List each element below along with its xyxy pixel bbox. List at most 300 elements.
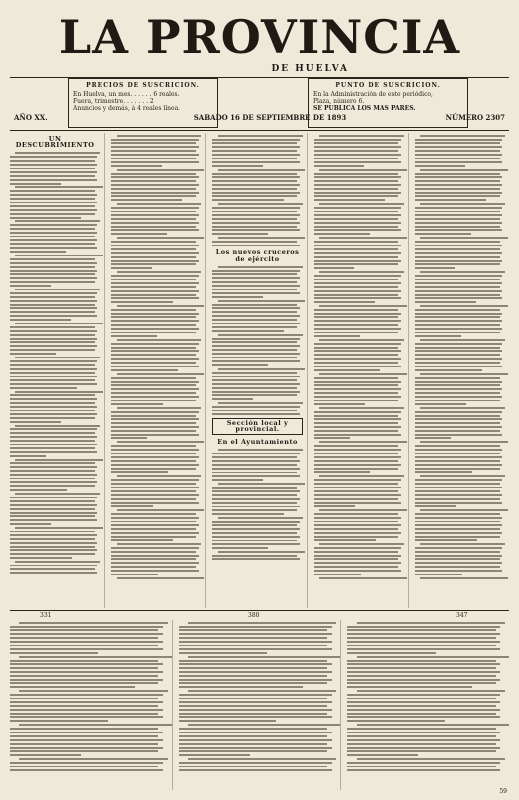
text-line xyxy=(10,440,95,442)
text-line xyxy=(415,532,502,534)
text-line xyxy=(111,400,196,402)
text-line xyxy=(179,701,332,703)
text-line xyxy=(314,536,399,538)
text-line xyxy=(314,521,399,523)
text-line xyxy=(415,207,502,209)
text-line xyxy=(212,161,299,163)
text-line xyxy=(15,186,102,188)
info-rule xyxy=(10,130,509,131)
text-line xyxy=(415,328,502,330)
text-line xyxy=(212,226,297,228)
text-line xyxy=(10,557,72,559)
text-line xyxy=(314,282,401,284)
text-line xyxy=(111,297,198,299)
feuilleton-column-1 xyxy=(10,620,173,790)
text-line xyxy=(179,694,332,696)
text-line xyxy=(111,555,198,557)
text-line xyxy=(415,411,502,413)
text-line xyxy=(347,709,500,711)
text-line xyxy=(415,498,500,500)
text-line xyxy=(314,241,399,243)
text-line xyxy=(218,300,305,302)
text-line xyxy=(111,218,196,220)
text-line xyxy=(111,384,196,386)
text-line xyxy=(415,460,500,462)
text-line xyxy=(347,739,500,741)
text-line xyxy=(10,739,163,741)
text-line xyxy=(10,239,97,241)
text-line xyxy=(314,570,401,572)
text-line xyxy=(188,724,341,726)
text-line xyxy=(212,394,297,396)
text-line xyxy=(10,432,95,434)
text-line xyxy=(420,135,505,137)
text-line xyxy=(212,173,297,175)
text-line xyxy=(179,663,332,665)
text-line xyxy=(212,146,299,148)
text-line xyxy=(319,305,406,307)
text-line xyxy=(10,531,95,533)
text-line xyxy=(420,543,505,545)
text-line xyxy=(10,368,97,370)
text-line xyxy=(10,360,97,362)
text-line xyxy=(212,330,283,332)
text-line xyxy=(212,536,299,538)
text-line xyxy=(415,354,500,356)
text-line xyxy=(314,286,399,288)
text-line xyxy=(111,574,158,576)
text-line xyxy=(10,247,97,249)
text-line xyxy=(111,494,198,496)
text-line xyxy=(347,743,495,745)
text-line xyxy=(111,252,198,254)
text-line xyxy=(314,547,401,549)
text-line xyxy=(10,474,97,476)
text-line xyxy=(314,332,399,334)
text-line xyxy=(212,410,297,412)
text-line xyxy=(111,403,162,405)
text-line xyxy=(212,494,297,496)
text-line xyxy=(15,357,100,359)
text-line xyxy=(111,195,196,197)
text-line xyxy=(212,296,263,298)
text-line xyxy=(10,519,97,521)
text-line xyxy=(179,679,332,681)
text-line xyxy=(10,285,51,287)
text-line xyxy=(415,524,502,526)
text-line xyxy=(314,502,401,504)
text-line xyxy=(314,396,401,398)
text-line xyxy=(415,245,502,247)
text-line xyxy=(10,679,163,681)
text-line xyxy=(10,311,95,313)
text-line xyxy=(117,271,202,273)
text-line xyxy=(212,192,299,194)
text-line xyxy=(179,682,327,684)
text-line xyxy=(347,652,435,654)
text-line xyxy=(10,769,163,771)
text-line xyxy=(179,754,250,756)
text-line xyxy=(314,524,401,526)
text-line xyxy=(111,528,196,530)
text-line xyxy=(212,165,263,167)
text-line xyxy=(212,468,299,470)
text-line xyxy=(415,347,500,349)
text-line xyxy=(10,713,158,715)
column-4 xyxy=(314,133,409,608)
text-line xyxy=(314,222,401,224)
text-line xyxy=(10,705,158,707)
text-line xyxy=(10,732,163,734)
text-line xyxy=(10,667,158,669)
text-line xyxy=(188,656,341,658)
text-line xyxy=(111,422,196,424)
text-line xyxy=(347,769,500,771)
text-line xyxy=(10,190,95,192)
text-line xyxy=(10,224,97,226)
text-line xyxy=(212,345,299,347)
text-line xyxy=(212,245,299,247)
text-line xyxy=(15,255,102,257)
text-line xyxy=(415,158,500,160)
text-line xyxy=(10,428,97,430)
text-line xyxy=(347,735,495,737)
article-title: En el Ayuntamiento xyxy=(217,437,298,446)
text-line xyxy=(10,258,95,260)
text-line xyxy=(415,490,500,492)
text-line xyxy=(212,540,297,542)
text-line xyxy=(111,483,196,485)
section-title: Sección local y provincial. xyxy=(212,418,302,434)
text-line xyxy=(347,679,500,681)
text-line xyxy=(415,241,500,243)
text-line xyxy=(415,192,502,194)
text-line xyxy=(179,626,332,628)
text-line xyxy=(347,732,500,734)
text-line xyxy=(420,407,505,409)
text-line xyxy=(212,364,268,366)
text-line xyxy=(111,464,198,466)
text-line xyxy=(415,392,500,394)
text-line xyxy=(111,150,196,152)
text-line xyxy=(10,353,56,355)
text-line xyxy=(212,338,299,340)
text-line xyxy=(212,319,297,321)
text-line xyxy=(415,437,451,439)
text-line xyxy=(212,383,299,385)
text-line xyxy=(10,413,97,415)
text-line xyxy=(10,645,158,647)
text-line xyxy=(10,379,95,381)
text-line xyxy=(415,388,502,390)
text-line xyxy=(218,483,305,485)
text-line xyxy=(314,555,401,557)
text-line xyxy=(10,372,95,374)
text-line xyxy=(10,417,95,419)
text-line xyxy=(179,739,332,741)
text-line xyxy=(111,456,198,458)
text-line xyxy=(212,487,297,489)
text-line xyxy=(415,199,486,201)
text-line xyxy=(314,347,399,349)
text-line xyxy=(117,407,202,409)
text-line xyxy=(111,517,198,519)
text-line xyxy=(15,289,100,291)
text-line xyxy=(179,671,332,673)
text-line xyxy=(212,214,299,216)
text-line xyxy=(10,300,97,302)
text-line xyxy=(314,566,399,568)
text-line xyxy=(117,339,202,341)
text-line xyxy=(10,549,97,551)
feuilleton-columns xyxy=(10,620,509,790)
text-line xyxy=(218,551,305,553)
text-line xyxy=(420,577,507,579)
text-line xyxy=(10,228,95,230)
text-line xyxy=(314,377,399,379)
text-line xyxy=(179,720,277,722)
text-line xyxy=(319,339,404,341)
text-line xyxy=(218,169,305,171)
text-line xyxy=(314,320,401,322)
text-line xyxy=(212,323,299,325)
text-line xyxy=(10,436,97,438)
text-line xyxy=(415,297,502,299)
text-line xyxy=(420,509,507,511)
text-line xyxy=(314,456,401,458)
text-line xyxy=(179,698,327,700)
text-line xyxy=(314,165,365,167)
text-line xyxy=(314,309,399,311)
text-line xyxy=(415,350,502,352)
text-line xyxy=(10,319,71,321)
text-block xyxy=(212,449,302,561)
text-line xyxy=(111,366,198,368)
page-number-center: 380 xyxy=(248,612,260,619)
text-line xyxy=(111,377,196,379)
text-line xyxy=(415,275,502,277)
text-line xyxy=(415,218,500,220)
text-line xyxy=(415,487,502,489)
text-line xyxy=(415,521,500,523)
text-line xyxy=(314,256,399,258)
text-line xyxy=(111,286,196,288)
text-line xyxy=(415,256,500,258)
text-line xyxy=(179,660,327,662)
text-line xyxy=(10,626,163,628)
text-line xyxy=(111,180,196,182)
text-line xyxy=(314,479,401,481)
text-line xyxy=(415,449,502,451)
text-line xyxy=(10,735,158,737)
text-line xyxy=(415,184,502,186)
text-line xyxy=(111,437,147,439)
text-line xyxy=(212,241,297,243)
text-line xyxy=(179,686,304,688)
text-line xyxy=(10,217,81,219)
text-line xyxy=(347,701,500,703)
text-line xyxy=(314,275,401,277)
text-line xyxy=(10,270,97,272)
text-block xyxy=(212,135,302,247)
text-line xyxy=(111,347,196,349)
text-line xyxy=(10,307,97,309)
text-line xyxy=(212,506,299,508)
text-line xyxy=(111,498,196,500)
text-line xyxy=(218,449,303,451)
text-line xyxy=(415,366,502,368)
text-line xyxy=(10,750,158,752)
text-line xyxy=(415,263,500,265)
text-line xyxy=(10,542,97,544)
text-line xyxy=(111,396,198,398)
text-line xyxy=(415,456,502,458)
text-line xyxy=(212,289,297,291)
text-line xyxy=(347,754,418,756)
text-line xyxy=(212,498,299,500)
text-line xyxy=(415,161,502,163)
text-line xyxy=(314,505,355,507)
text-line xyxy=(347,747,500,749)
text-line xyxy=(117,475,202,477)
text-line xyxy=(314,139,401,141)
text-line xyxy=(212,195,297,197)
text-line xyxy=(111,449,198,451)
text-line xyxy=(415,445,500,447)
text-line xyxy=(111,165,162,167)
text-line xyxy=(212,513,283,515)
text-line xyxy=(212,270,299,272)
text-line xyxy=(10,523,51,525)
text-line xyxy=(212,158,297,160)
text-line xyxy=(415,434,502,436)
text-line xyxy=(319,407,404,409)
text-line xyxy=(212,207,299,209)
punto-line: SE PUBLICA LOS MAS PARES. xyxy=(313,105,416,112)
text-line xyxy=(10,394,95,396)
punto-line: Plaza, número 6. xyxy=(313,98,365,105)
text-line xyxy=(10,716,163,718)
text-line xyxy=(111,362,196,364)
text-line xyxy=(10,553,95,555)
text-line xyxy=(10,183,61,185)
footer-number: 59 xyxy=(499,788,507,795)
text-line xyxy=(420,237,507,239)
text-line xyxy=(357,690,505,692)
text-line xyxy=(111,570,198,572)
text-line xyxy=(10,168,95,170)
text-line xyxy=(314,453,399,455)
text-line xyxy=(10,508,95,510)
text-line xyxy=(415,343,502,345)
text-line xyxy=(415,282,502,284)
text-line xyxy=(347,762,500,764)
text-line xyxy=(314,199,385,201)
text-line xyxy=(218,517,303,519)
article-title: Los nuevos cruceros de ejército xyxy=(215,248,300,263)
text-line xyxy=(10,266,95,268)
text-line xyxy=(347,698,495,700)
text-line xyxy=(415,555,502,557)
text-line xyxy=(314,248,399,250)
text-line xyxy=(415,513,500,515)
text-line xyxy=(347,705,495,707)
text-line xyxy=(111,539,173,541)
text-line xyxy=(212,139,299,141)
text-line xyxy=(314,460,399,462)
text-line xyxy=(314,214,401,216)
text-line xyxy=(15,220,100,222)
text-line xyxy=(10,243,95,245)
text-line xyxy=(10,232,97,234)
text-line xyxy=(314,366,401,368)
text-line xyxy=(314,184,401,186)
text-line xyxy=(10,281,95,283)
text-line xyxy=(212,372,297,374)
text-line xyxy=(179,667,327,669)
text-line xyxy=(314,290,401,292)
text-line xyxy=(10,747,163,749)
text-line xyxy=(415,313,502,315)
text-line xyxy=(111,142,196,144)
text-line xyxy=(111,562,198,564)
text-line xyxy=(111,415,196,417)
text-line xyxy=(319,271,404,273)
text-line xyxy=(10,273,95,275)
text-line xyxy=(212,453,299,455)
text-line xyxy=(179,766,327,768)
text-line xyxy=(347,629,495,631)
text-line xyxy=(15,527,102,529)
text-line xyxy=(10,410,95,412)
text-line xyxy=(212,142,297,144)
text-line xyxy=(212,211,297,213)
text-block xyxy=(111,135,201,579)
text-line xyxy=(415,335,461,337)
text-line xyxy=(314,445,399,447)
text-line xyxy=(10,766,158,768)
text-line xyxy=(314,229,401,231)
text-line xyxy=(314,418,401,420)
text-line xyxy=(10,568,95,570)
text-line xyxy=(314,539,376,541)
text-line xyxy=(319,475,404,477)
column-2 xyxy=(111,133,206,608)
text-line xyxy=(415,324,500,326)
text-line xyxy=(314,294,399,296)
text-line xyxy=(314,411,401,413)
text-line xyxy=(179,641,332,643)
text-line xyxy=(111,211,196,213)
text-line xyxy=(10,652,98,654)
text-line xyxy=(10,694,163,696)
text-line xyxy=(218,368,305,370)
text-line xyxy=(111,248,196,250)
text-line xyxy=(212,233,268,235)
text-line xyxy=(10,478,95,480)
text-line xyxy=(415,286,500,288)
text-line xyxy=(111,388,198,390)
text-line xyxy=(111,479,198,481)
text-line xyxy=(10,349,95,351)
text-line xyxy=(314,400,399,402)
text-line xyxy=(314,142,399,144)
text-line xyxy=(347,766,495,768)
text-line xyxy=(10,633,163,635)
text-line xyxy=(111,241,196,243)
text-line xyxy=(415,528,500,530)
text-line xyxy=(415,358,502,360)
